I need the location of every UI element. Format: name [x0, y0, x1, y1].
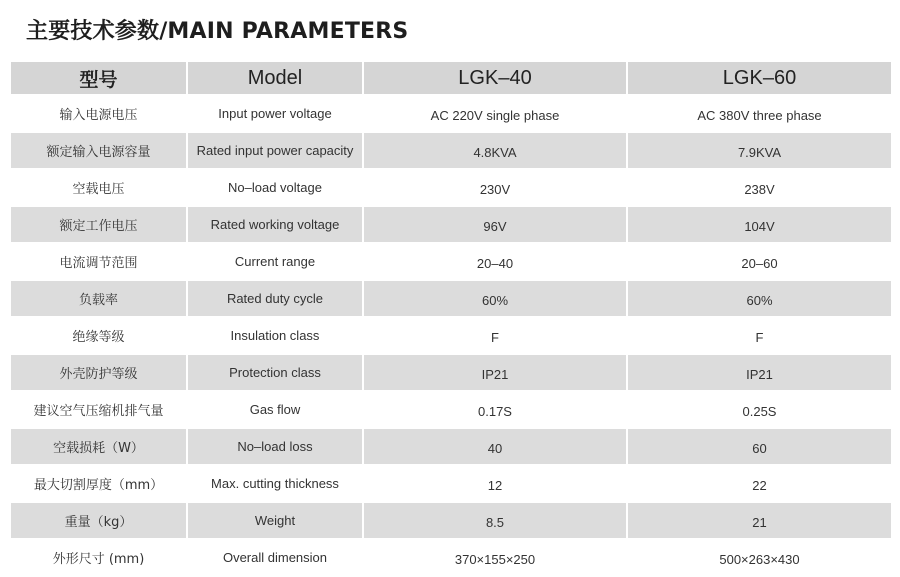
param-name-zh: 额定工作电压 — [11, 207, 186, 242]
table-row — [11, 318, 891, 353]
value-lgk60: 0.25S — [626, 392, 891, 427]
table-row — [11, 540, 891, 575]
value-lgk60: 104V — [626, 207, 891, 242]
value-lgk40: IP21 — [362, 355, 626, 390]
table-row — [11, 355, 891, 390]
table-row — [11, 392, 891, 427]
param-name-zh: 建议空气压缩机排气量 — [33, 404, 164, 419]
param-name-en: No–load loss — [186, 429, 362, 464]
value-lgk40: 40 — [362, 429, 626, 464]
header-model-lgk60: LGK–60 — [626, 62, 891, 94]
table-body — [11, 96, 891, 575]
value-lgk40: 230V — [362, 170, 626, 205]
table-row — [11, 244, 891, 279]
value-lgk40: 0.17S — [362, 392, 626, 427]
param-name-en: Protection class — [186, 355, 362, 390]
value-lgk60: 500×263×430 — [626, 540, 891, 575]
value-lgk40: 370×155×250 — [362, 540, 626, 575]
param-name-en: Insulation class — [186, 318, 362, 353]
param-name-en: Max. cutting thickness — [186, 466, 362, 501]
param-name-en: Input power voltage — [186, 96, 362, 131]
value-lgk40: 4.8KVA — [362, 133, 626, 168]
param-name-zh: 外形尺寸 (mm) — [52, 552, 145, 567]
param-name-en: No–load voltage — [186, 170, 362, 205]
value-lgk60: F — [626, 318, 891, 353]
param-name-zh: 重量（kg） — [11, 503, 186, 538]
value-lgk60: AC 380V three phase — [626, 96, 891, 131]
param-name-en: Weight — [186, 503, 362, 538]
page-title: 主要技术参数/MAIN PARAMETERS — [26, 19, 409, 44]
param-name-en: Overall dimension — [186, 540, 362, 575]
value-lgk40: 20–40 — [362, 244, 626, 279]
param-name-zh: 空载电压 — [72, 182, 125, 197]
value-lgk40: F — [362, 318, 626, 353]
header-model-lgk40: LGK–40 — [362, 62, 626, 94]
param-name-zh: 最大切割厚度（mm） — [33, 478, 164, 493]
param-name-en: Rated working voltage — [186, 207, 362, 242]
param-name-en: Gas flow — [186, 392, 362, 427]
param-name-en: Rated input power capacity — [186, 133, 362, 168]
table-row — [11, 133, 891, 168]
value-lgk40: 60% — [362, 281, 626, 316]
parameters-table — [11, 60, 891, 577]
table-row — [11, 429, 891, 464]
value-lgk60: 238V — [626, 170, 891, 205]
table-row — [11, 96, 891, 131]
param-name-zh: 负载率 — [11, 281, 186, 316]
value-lgk60: 21 — [626, 503, 891, 538]
value-lgk60: IP21 — [626, 355, 891, 390]
param-name-zh: 电流调节范围 — [59, 256, 138, 271]
param-name-zh: 额定输入电源容量 — [11, 133, 186, 168]
value-lgk40: AC 220V single phase — [362, 96, 626, 131]
param-name-zh: 空载损耗（W） — [11, 429, 186, 464]
header-model-zh: 型号 — [11, 62, 186, 94]
param-name-zh: 外壳防护等级 — [11, 355, 186, 390]
value-lgk60: 60% — [626, 281, 891, 316]
value-lgk40: 96V — [362, 207, 626, 242]
table-row — [11, 503, 891, 538]
table-header-row — [11, 62, 891, 94]
value-lgk40: 12 — [362, 466, 626, 501]
table-row — [11, 466, 891, 501]
value-lgk60: 20–60 — [626, 244, 891, 279]
param-name-zh: 绝缘等级 — [72, 330, 125, 345]
value-lgk40: 8.5 — [362, 503, 626, 538]
table-row — [11, 281, 891, 316]
param-name-en: Rated duty cycle — [186, 281, 362, 316]
param-name-zh: 输入电源电压 — [59, 108, 138, 123]
value-lgk60: 60 — [626, 429, 891, 464]
header-model-en: Model — [186, 62, 362, 94]
param-name-en: Current range — [186, 244, 362, 279]
value-lgk60: 7.9KVA — [626, 133, 891, 168]
table-row — [11, 170, 891, 205]
table-row — [11, 207, 891, 242]
value-lgk60: 22 — [626, 466, 891, 501]
